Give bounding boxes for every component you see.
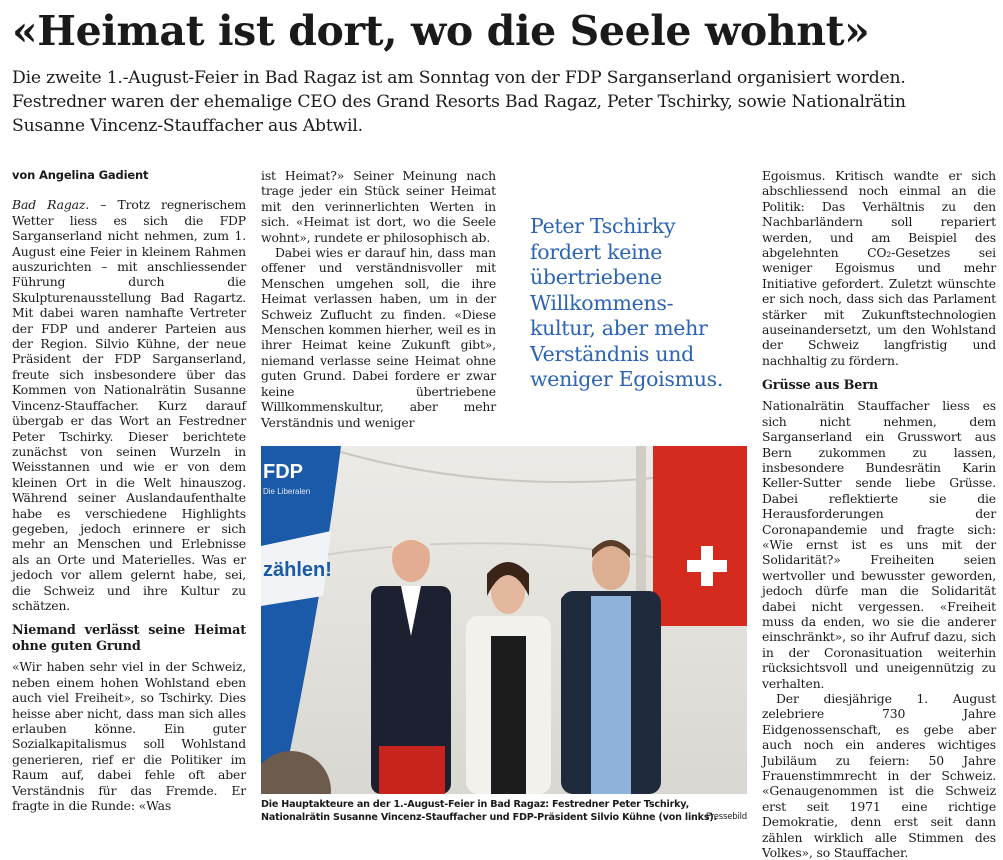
- body-text: – Trotz regnerischem Wetter liess es sich die FDP Sarganserland nicht nehmen, zum 1. August eine Feier in kleinem Rahmen auszurichten – mit anschliessender Führung durch die Skulpturenausstellung Bad Ragartz. Mit dabei waren namhafte Vertreter der FDP und anderer Parteien aus der Region. Silvio Kühne, der neue Präsident der FDP Sarganserland, freute sich insbesondere über das Kommen von Nationalrätin Susanne Vincenz-Stauffacher. Kurz darauf übergab er das Wort an Festredner Peter Tschirky. Dieser berichtete zunächst von seinen Wurzeln in Weisstannen und wie er von dem kleinen Ort in die Welt hinauszog. Während seiner Auslandaufenthalte habe es verschiedene Highlights gegeben, jedoch erinnere er sich mehr an Menschen und Erlebnisse als an Orte und Materielles. Was er jedoch vor allem gelernt habe, sei, die Schweiz und ihre Kultur zu schätzen.: [12, 197, 246, 613]
- quote-line: fordert keine: [530, 239, 663, 264]
- quote-line: weniger Egoismus.: [530, 367, 724, 391]
- caption-text: Die Hauptakteure an der 1.-August-Feier in Bad Ragaz: Festredner Peter Tschirky, Nationalrätin Susanne Vincenz-Stauffacher und FDP-Präsident Silvio Kühne (von links).: [261, 799, 718, 823]
- banner-slogan: zählen!: [263, 559, 332, 581]
- subheading: Niemand verlässt seine Heimat ohne guten Grund: [12, 623, 246, 655]
- body-paragraph: Dabei wies er darauf hin, dass man offener und verständnisvoller mit Menschen umgehen soll, die ihre Heimat verlassen haben, um in der Schweiz Zuflucht zu finden. «Diese Menschen kommen hierher, weil es in ihrer Heimat keine Zukunft gibt», niemand verlasse seine Heimat ohne guten Grund. Dabei fordere er zwar keine übertriebene Willkommenskultur, aber mehr Verständnis und weniger: [261, 245, 496, 430]
- body-paragraph: [12, 197, 246, 613]
- banner-subtitle: Die Liberalen: [263, 487, 311, 496]
- column-4: [762, 168, 996, 860]
- column-1: [12, 168, 246, 813]
- dateline: Bad Ragaz.: [12, 197, 90, 213]
- photo-caption: [261, 798, 747, 824]
- lead-line: Susanne Vincenz-Stauffacher aus Abtwil.: [12, 116, 363, 136]
- quote-line: Peter Tschirky: [530, 214, 676, 238]
- quote-line: Verständnis und: [530, 341, 694, 366]
- headline: «Heimat ist dort, wo die Seele wohnt»: [12, 7, 870, 55]
- lead-line: Festredner waren der ehemalige CEO des Grand Resorts Bad Ragaz, Peter Tschirky, sowie Nationalrätin: [12, 92, 906, 112]
- pull-quote: [530, 214, 750, 393]
- column-2: [261, 168, 496, 430]
- quote-line: Willkommens-: [530, 290, 674, 315]
- quote-line: übertriebene: [530, 265, 662, 289]
- quote-line: kultur, aber mehr: [530, 316, 708, 340]
- swiss-flag: [653, 446, 747, 626]
- subheading: Grüsse aus Bern: [762, 378, 878, 394]
- lead-line: Die zweite 1.-August-Feier in Bad Ragaz ist am Sonntag von der FDP Sarganserland organisiert worden.: [12, 68, 906, 88]
- lead-paragraph: [12, 66, 997, 138]
- body-paragraph: Egoismus. Kritisch wandte er sich abschliessend noch einmal an die Politik: Das Verhältnis zu den Nachbarländern soll repariert werden, und am Beispiel des abgelehnten CO₂-Gesetzes sei weniger Egoismus und mehr Initiative gefordert. Zuletzt wünschte er sich noch, dass sich das Parlament stärker mit Zukunftstechnologien auseinandersetzt, um den Wohlstand der Schweiz langfristig und nachhaltig zu fördern.: [762, 168, 996, 368]
- body-paragraph: Der diesjährige 1. August zelebriere 730 Jahre Eidgenossenschaft, es gebe aber auch noch ein anderes wichtiges Jubiläum zu feiern: 50 Jahre Frauenstimmrecht in der Schweiz. «Genaugenommen ist die Schweiz erst seit 1971 eine richtige Demokratie, denn erst seit dann zählen wirklich alle Stimmen des Volkes», so Stauffacher.: [762, 691, 996, 860]
- body-paragraph: ist Heimat?» Seiner Meinung nach trage jeder ein Stück seiner Heimat mit den verinnerlichten Werten in sich. «Heimat ist dort, wo die Seele wohnt», rundete er philosophisch ab.: [261, 168, 496, 245]
- body-paragraph: Nationalrätin Stauffacher liess es sich nicht nehmen, dem Sarganserland ein Grusswort aus Bern zukommen zu lassen, insbesondere Bundesrätin Karin Keller-Sutter sende liebe Grüsse. Dabei reflektierte sie die Herausforderungen der Coronapandemie und fragte sich: «Wie ernst ist es uns mit der Solidarität?» Freiheiten seien wertvoller und bewusster geworden, jedoch dürfe man die Solidarität dabei nicht vergessen. «Freiheit muss da enden, wo sie die anderer einschränkt», so ihr Aufruf dazu, sich in der Coronasituation weiterhin rücksichtsvoll und uneigennützig zu verhalten.: [762, 398, 996, 691]
- photo-credit: Pressebild: [705, 812, 747, 822]
- photo-scene: [261, 446, 747, 794]
- banner-logo: FDP: [263, 461, 303, 483]
- byline: von Angelina Gadient: [12, 168, 149, 182]
- article-photo: [261, 446, 747, 794]
- body-paragraph: «Wir haben sehr viel in der Schweiz, neben einem hohen Wohlstand eben auch viel Freiheit», so Tschirky. Dies heisse aber nicht, dass man sich alles erlauben könne. Ein guter Sozialkapitalismus soll Wohlstand generieren, rief er die Politiker im Raum auf, dabei fehle oft aber Verständnis für das Fremde. Er fragte in die Runde: «Was: [12, 659, 246, 814]
